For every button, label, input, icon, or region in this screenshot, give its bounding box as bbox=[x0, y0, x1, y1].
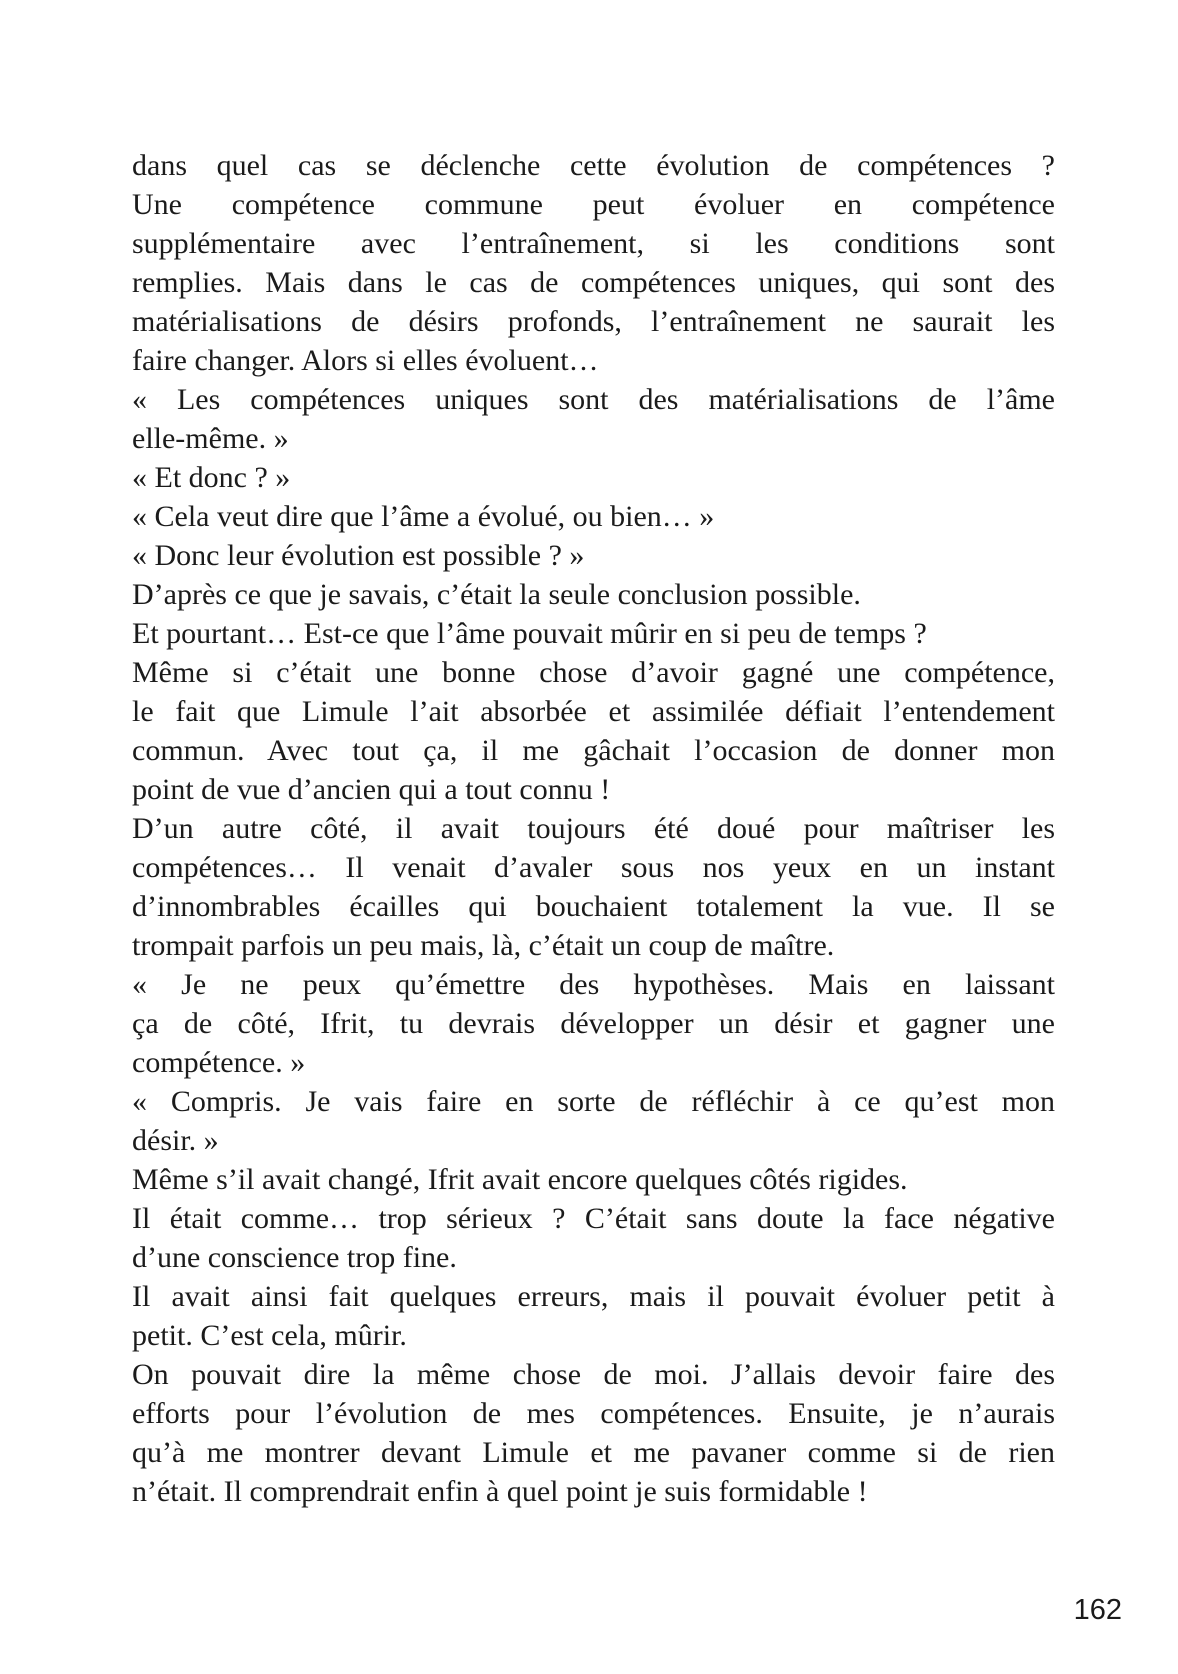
text-line-13: Et pourtant… Est-ce que l’âme pouvait mûrir en si peu de temps ? bbox=[132, 617, 927, 650]
text-line-26: désir. » bbox=[132, 1124, 219, 1157]
text-line-31: petit. C’est cela, mûrir. bbox=[132, 1319, 407, 1352]
text-line-10: « Cela veut dire que l’âme a évolué, ou bien… » bbox=[132, 500, 715, 533]
text-line-32: On pouvait dire la même chose de moi. J’allais devoir faire des bbox=[132, 1358, 1055, 1391]
text-line-20: d’innombrables écailles qui bouchaient totalement la vue. Il se bbox=[132, 890, 1055, 923]
text-line-30: Il avait ainsi fait quelques erreurs, mais il pouvait évoluer petit à bbox=[132, 1280, 1055, 1313]
text-block bbox=[132, 146, 1055, 1511]
text-line-14: Même si c’était une bonne chose d’avoir gagné une compétence, bbox=[132, 656, 1055, 689]
text-line-17: point de vue d’ancien qui a tout connu ! bbox=[132, 773, 611, 806]
text-line-22: « Je ne peux qu’émettre des hypothèses. Mais en laissant bbox=[132, 968, 1055, 1001]
text-line-6: faire changer. Alors si elles évoluent… bbox=[132, 344, 599, 377]
text-line-34: qu’à me montrer devant Limule et me pavaner comme si de rien bbox=[132, 1436, 1055, 1469]
text-line-12: D’après ce que je savais, c’était la seule conclusion possible. bbox=[132, 578, 861, 611]
text-line-3: supplémentaire avec l’entraînement, si les conditions sont bbox=[132, 227, 1055, 260]
text-line-16: commun. Avec tout ça, il me gâchait l’occasion de donner mon bbox=[132, 734, 1055, 767]
text-line-24: compétence. » bbox=[132, 1046, 306, 1079]
text-line-2: Une compétence commune peut évoluer en compétence bbox=[132, 188, 1055, 221]
page-number: 162 bbox=[1073, 1594, 1122, 1626]
text-line-33: efforts pour l’évolution de mes compétences. Ensuite, je n’aurais bbox=[132, 1397, 1055, 1430]
text-line-19: compétences… Il venait d’avaler sous nos yeux en un instant bbox=[132, 851, 1055, 884]
text-line-9: « Et donc ? » bbox=[132, 461, 291, 494]
text-line-21: trompait parfois un peu mais, là, c’était un coup de maître. bbox=[132, 929, 835, 962]
text-line-27: Même s’il avait changé, Ifrit avait encore quelques côtés rigides. bbox=[132, 1163, 908, 1196]
text-line-5: matérialisations de désirs profonds, l’entraînement ne saurait les bbox=[132, 305, 1055, 338]
text-line-35: n’était. Il comprendrait enfin à quel point je suis formidable ! bbox=[132, 1475, 868, 1508]
text-line-11: « Donc leur évolution est possible ? » bbox=[132, 539, 585, 572]
text-line-18: D’un autre côté, il avait toujours été doué pour maîtriser les bbox=[132, 812, 1055, 845]
text-line-8: elle-même. » bbox=[132, 422, 289, 455]
text-line-15: le fait que Limule l’ait absorbée et assimilée défiait l’entendement bbox=[132, 695, 1055, 728]
text-line-29: d’une conscience trop fine. bbox=[132, 1241, 457, 1274]
text-line-4: remplies. Mais dans le cas de compétences uniques, qui sont des bbox=[132, 266, 1055, 299]
text-line-1: dans quel cas se déclenche cette évolution de compétences ? bbox=[132, 149, 1055, 182]
text-line-25: « Compris. Je vais faire en sorte de réfléchir à ce qu’est mon bbox=[132, 1085, 1055, 1118]
text-lines bbox=[132, 146, 1055, 1511]
text-line-28: Il était comme… trop sérieux ? C’était sans doute la face négative bbox=[132, 1202, 1055, 1235]
text-line-23: ça de côté, Ifrit, tu devrais développer un désir et gagner une bbox=[132, 1007, 1055, 1040]
text-line-7: « Les compétences uniques sont des matérialisations de l’âme bbox=[132, 383, 1055, 416]
